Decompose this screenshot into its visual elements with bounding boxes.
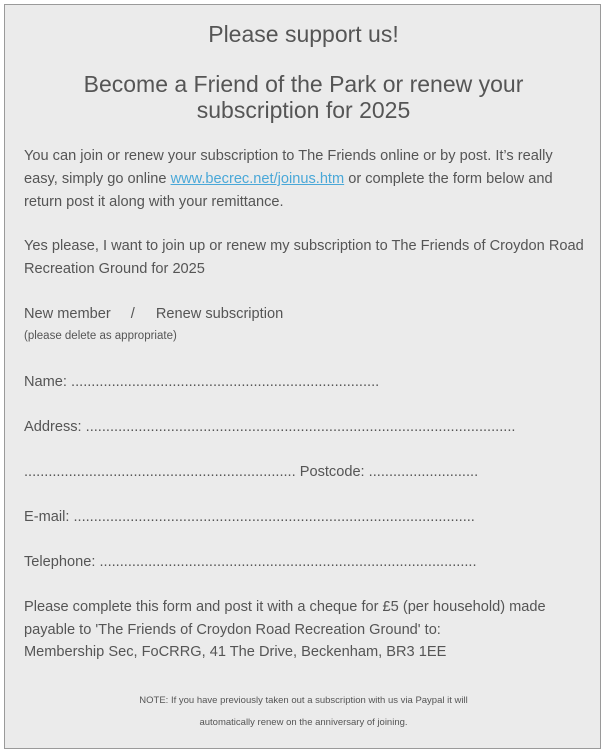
instructions-paragraph [24, 596, 589, 664]
instructions-line-2: payable to 'The Friends of Croydon Road Recreation Ground' to: [24, 621, 441, 638]
option-separator: / [130, 306, 135, 322]
join-online-link[interactable]: www.becrec.net/joinus.htm [170, 171, 345, 187]
subheading-line-1: Become a Friend of the Park or renew your [83, 71, 524, 97]
page-heading: Please support us! [208, 21, 399, 47]
address-field: Address: .......................................................................................................... [24, 419, 516, 435]
membership-options [24, 305, 283, 323]
membership-address: Membership Sec, FoCRRG, 41 The Drive, Beckenham, BR3 1EE [24, 644, 447, 660]
intro-paragraph [24, 145, 589, 214]
telephone-field: Telephone: ............................................................................................. [24, 554, 477, 570]
name-field: Name: ............................................................................ [24, 374, 380, 390]
new-member-option: New member [24, 306, 111, 322]
renew-subscription-option: Renew subscription [155, 306, 284, 322]
membership-hint: (please delete as appropriate) [24, 330, 177, 342]
paypal-note-line-2: automatically renew on the anniversary of joining. [199, 717, 408, 728]
instructions-line-1: Please complete this form and post it with a cheque for £5 (per household) made [24, 599, 546, 615]
intro-text-start: You can join or renew your subscription to The Friends online or by post. It’s really easy, simply go online [24, 148, 553, 187]
paypal-note-line-1: NOTE: If you have previously taken out a subscription with us via Paypal it will [139, 695, 468, 706]
confirmation-paragraph: Yes please, I want to join up or renew my subscription to The Friends of Croydon Road Recreation Ground for 2025 [24, 238, 584, 277]
email-field: E-mail: ................................................................................................... [24, 509, 475, 525]
subscription-form-panel [4, 4, 601, 749]
intro-text-end: or complete the form below and return post it along with your remittance. [24, 171, 553, 210]
address-postcode-field: ................................................................... Postcode: ........................... [24, 464, 479, 480]
subheading-line-2: subscription for 2025 [196, 97, 411, 123]
page-subheading [5, 71, 602, 123]
